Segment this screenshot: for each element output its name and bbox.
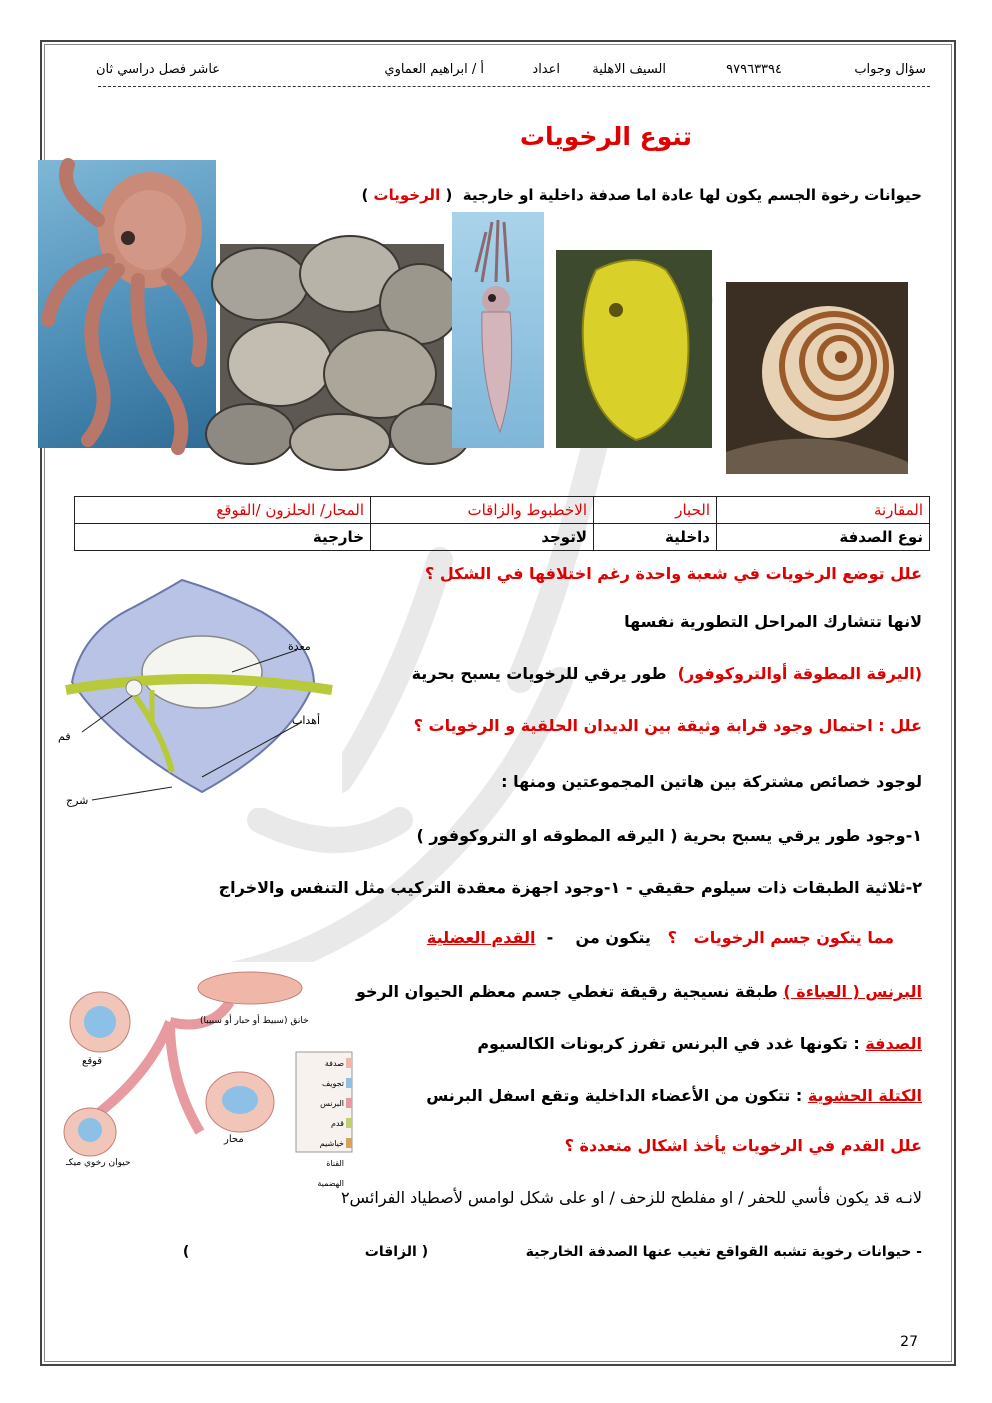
label-mouth: فم <box>58 730 71 743</box>
answer-3: لانـه قد يكون فأسي للحفر / او مفلطح للزحف / او على شكل لوامس لأصطياد الفرائس٢ <box>340 1188 922 1207</box>
page-title: تنوع الرخويات <box>519 122 692 151</box>
label-anus: شرج <box>66 794 89 807</box>
table-cell: داخلية <box>594 524 717 551</box>
slug-photo <box>556 250 712 448</box>
label-clam: محار <box>224 1134 244 1145</box>
larva-definition: (اليرقة المطوقة أوالتروكوفور) طور يرقي للرخويات يسبح بحرية <box>411 664 922 683</box>
header-school: السيف الاهلية <box>592 62 666 77</box>
header-phone: ٩٧٩٦٣٣٩٤ <box>726 62 782 77</box>
intro-line: حيوانات رخوة الجسم يكون لها عادة اما صدفة داخلية او خارجية ( الرخويات ) <box>361 186 922 204</box>
header-prep: اعداد <box>532 62 560 77</box>
body-question: مما يتكون جسم الرخويات ؟ يتكون من - القدم العضلية <box>426 928 894 947</box>
table-header-row <box>75 497 930 524</box>
squid-photo <box>452 212 544 448</box>
last-question: - حيوانات رخوية تشبه القواقع تغيب عنها الصدفة الخارجية ( الزاقات ) <box>182 1244 922 1260</box>
label-ancestor: حيوان رخوي ميكـ <box>66 1158 131 1168</box>
table-cell: خارجية <box>75 524 371 551</box>
header-subject: سؤال وجواب <box>854 62 926 77</box>
shell-definition: الصدفة : تكونها غدد في البرنس تفرز كربونات الكالسيوم <box>477 1034 922 1053</box>
header-teacher: أ / ابراهيم العماوي <box>384 62 484 77</box>
question-3: علل القدم في الرخويات يأخذ اشكال متعددة ؟ <box>564 1136 922 1155</box>
legend-item: القناة الهضمية <box>317 1159 344 1188</box>
answer-1: لانها تتشارك المراحل التطورية نفسها <box>624 612 922 631</box>
question-2: علل : احتمال وجود قرابة وثيقة بين الديدان الحلقية و الرخويات ؟ <box>413 716 922 735</box>
header-grade: عاشر فصل دراسي ثان <box>96 62 221 77</box>
trochophore-diagram <box>52 572 342 808</box>
table-header-cell: المقارنة <box>717 497 930 524</box>
label-snail: قوقع <box>82 1056 103 1067</box>
legend-item: خياشيم <box>319 1139 344 1148</box>
comparison-table <box>74 496 930 551</box>
legend-item: قدم <box>331 1119 344 1128</box>
clams-photo <box>220 244 444 448</box>
label-squid: خانق (سبيط أو حبار أو سبيبا) <box>200 1016 309 1026</box>
point-1: ١-وجود طور يرقي يسبح بحرية ( اليرقه المطوقه او التروكوفور ) <box>416 826 922 845</box>
table-cell: لاتوجد <box>371 524 594 551</box>
table-header-cell: الحبار <box>594 497 717 524</box>
label-stomach: معدة <box>288 640 311 653</box>
page-number: 27 <box>900 1334 918 1350</box>
header-divider <box>98 86 930 87</box>
visceral-definition: الكتلة الحشوية : تتكون من الأعضاء الداخلية وتقع اسفل البرنس <box>426 1086 922 1105</box>
table-row-label: نوع الصدفة <box>717 524 930 551</box>
point-2: ٢-ثلاثية الطبقات ذات سيلوم حقيقي - ١-وجود اجهزة معقدة التركيب مثل التنفس والاخراج <box>218 878 922 897</box>
question-1: علل توضع الرخويات في شعبة واحدة رغم اختلافها في الشكل ؟ <box>424 564 922 583</box>
label-cilia: أهداب <box>292 714 321 727</box>
legend-item: صدفة <box>324 1059 344 1068</box>
table-header-cell: المحار/ الحلزون /القوقع <box>75 497 371 524</box>
body-plan-diagram <box>60 962 360 1188</box>
octopus-photo <box>38 160 216 448</box>
mantle-definition: البرنس ( العباءة ) طبقة نسيجية رقيقة تغطي جسم معظم الحيوان الرخو <box>355 982 922 1001</box>
table-header-cell: الاخطبوط والزاقات <box>371 497 594 524</box>
table-row <box>75 524 930 551</box>
diagram-legend <box>298 1054 344 1194</box>
legend-item: تجويف البرنس <box>320 1079 344 1108</box>
answer-2: لوجود خصائص مشتركة بين هاتين المجموعتين ومنها : <box>501 772 922 791</box>
snail-photo <box>726 282 908 474</box>
